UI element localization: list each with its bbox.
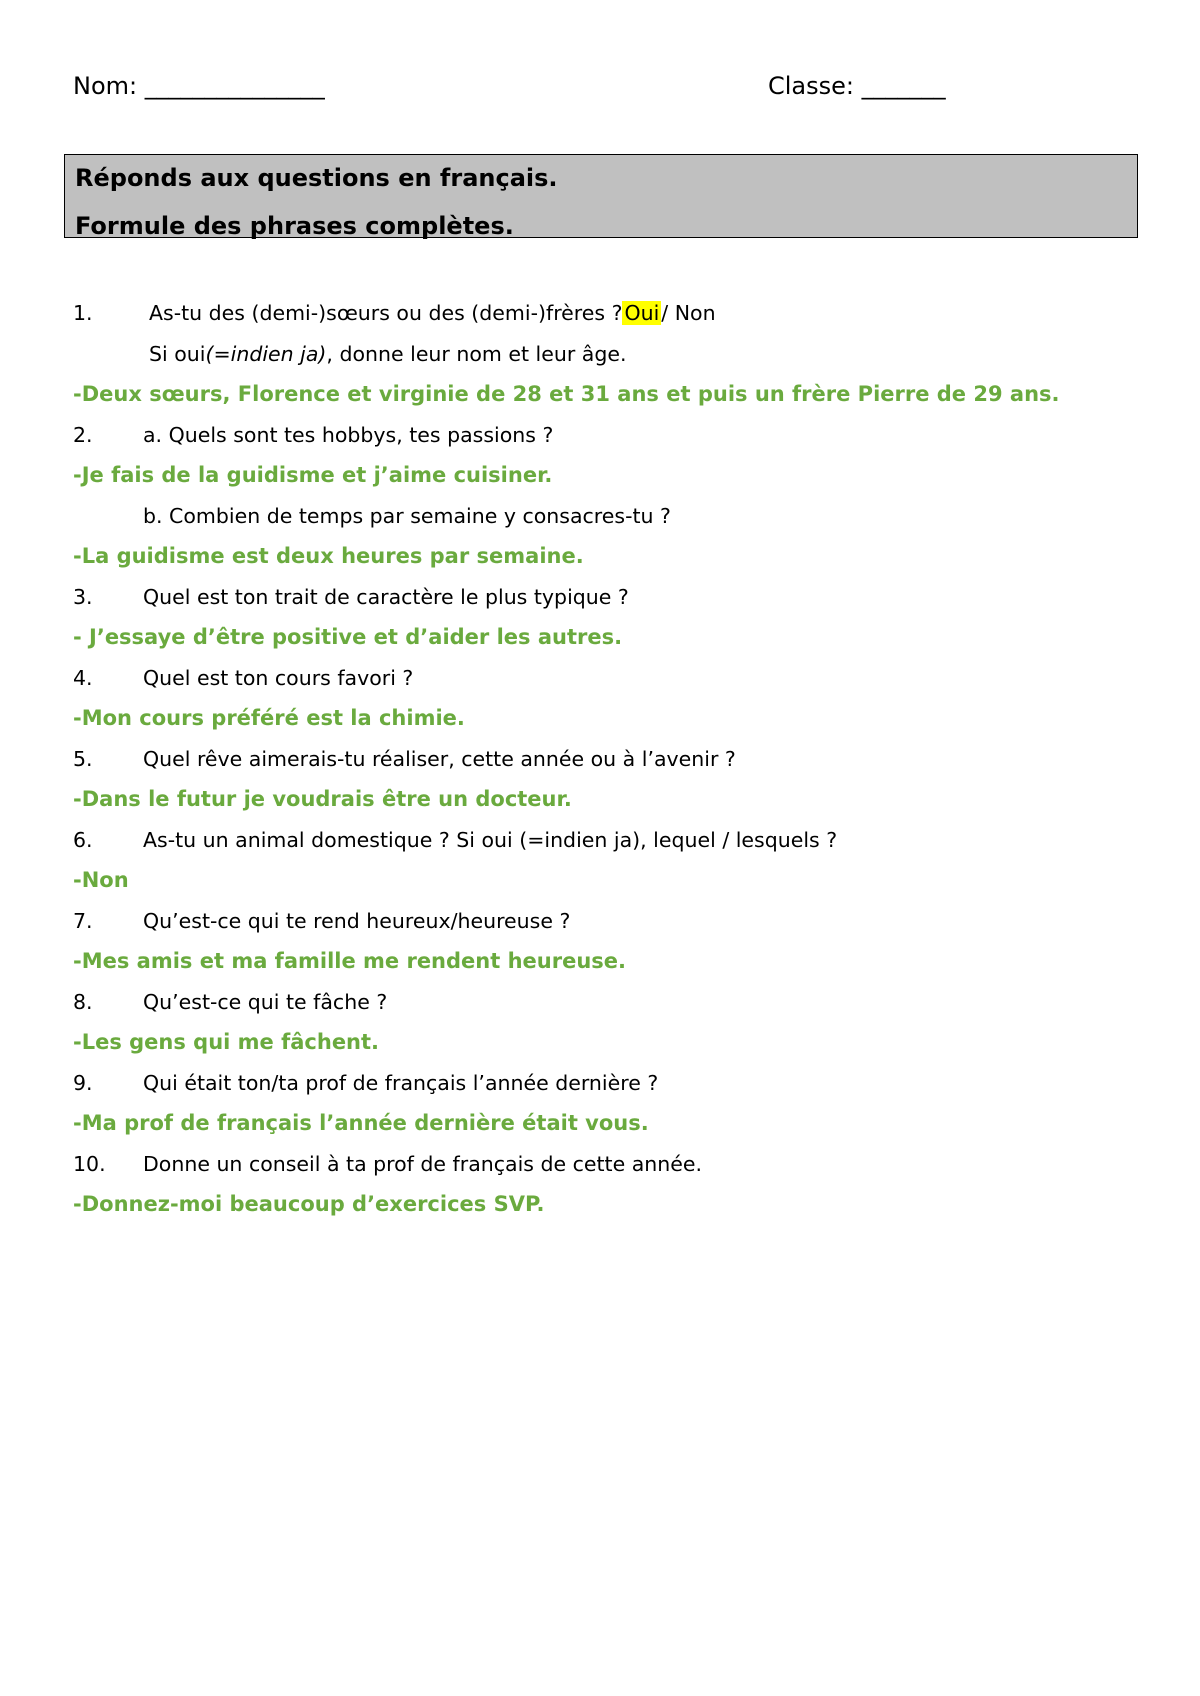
question-3	[73, 577, 1173, 618]
choice-rest: / Non	[661, 301, 716, 326]
instructions-box	[64, 154, 1138, 238]
question-6	[73, 820, 1173, 861]
answer-2a: -Je fais de la guidisme et j’aime cuisiner.	[73, 463, 553, 488]
question-number: 6.	[73, 827, 93, 852]
question-number: 2.	[73, 422, 93, 447]
question-text: Quel est ton trait de caractère le plus typique ?	[143, 584, 629, 609]
question-number: 5.	[73, 746, 93, 771]
question-5	[73, 739, 1173, 780]
answer-4: -Mon cours préféré est la chimie.	[73, 706, 465, 731]
question-1	[73, 293, 1173, 334]
sub-italic: (=indien ja)	[205, 341, 327, 366]
answer-6: -Non	[73, 868, 129, 893]
question-number: 9.	[73, 1070, 93, 1095]
question-text: a. Quels sont tes hobbys, tes passions ?	[143, 422, 554, 447]
question-text: Donne un conseil à ta prof de français de cette année.	[143, 1151, 702, 1176]
question-text: Qu’est-ce qui te rend heureux/heureuse ?	[143, 908, 571, 933]
question-2b: b. Combien de temps par semaine y consacres-tu ?	[143, 503, 671, 528]
question-number: 4.	[73, 665, 93, 690]
question-text: Quel rêve aimerais-tu réaliser, cette année ou à l’avenir ?	[143, 746, 736, 771]
question-number: 8.	[73, 989, 93, 1014]
question-number: 1.	[73, 301, 93, 326]
sub-suffix: , donne leur nom et leur âge.	[326, 341, 627, 366]
answer-7: -Mes amis et ma famille me rendent heureuse.	[73, 949, 626, 974]
question-text: As-tu un animal domestique ? Si oui (=indien ja), lequel / lesquels ?	[143, 827, 838, 852]
question-9	[73, 1063, 1173, 1104]
highlighted-choice-yes: Oui	[624, 301, 660, 326]
question-text: Qu’est-ce qui te fâche ?	[143, 989, 388, 1014]
question-2a	[73, 415, 1173, 456]
answer-9: -Ma prof de français l’année dernière était vous.	[73, 1111, 649, 1136]
instruction-line-1: Réponds aux questions en français.	[75, 164, 558, 192]
answer-8: -Les gens qui me fâchent.	[73, 1030, 380, 1055]
answer-5: -Dans le futur je voudrais être un docteur.	[73, 787, 572, 812]
question-4	[73, 658, 1173, 699]
question-8	[73, 982, 1173, 1023]
question-text: Quel est ton cours favori ?	[143, 665, 414, 690]
sub-prefix: Si oui	[149, 341, 206, 366]
question-number: 10.	[73, 1151, 106, 1176]
question-1-subtext	[73, 334, 1173, 375]
question-10	[73, 1144, 1173, 1185]
answer-1: -Deux sœurs, Florence et virginie de 28 et 31 ans et puis un frère Pierre de 29 ans.	[73, 382, 1060, 407]
answer-2b: -La guidisme est deux heures par semaine.	[73, 544, 584, 569]
question-number: 3.	[73, 584, 93, 609]
questions-list	[73, 293, 1173, 1225]
question-number: 7.	[73, 908, 93, 933]
question-7	[73, 901, 1173, 942]
question-text: As-tu des (demi-)sœurs ou des (demi-)frères ?	[149, 301, 623, 326]
answer-3: - J’essaye d’être positive et d’aider les autres.	[73, 625, 623, 650]
name-field: Nom: _______________	[73, 72, 325, 100]
answer-10: -Donnez-moi beaucoup d’exercices SVP.	[73, 1192, 545, 1217]
question-text: Qui était ton/ta prof de français l’année dernière ?	[143, 1070, 659, 1095]
class-field: Classe: _______	[768, 72, 946, 100]
instruction-line-2: Formule des phrases complètes.	[75, 212, 514, 240]
